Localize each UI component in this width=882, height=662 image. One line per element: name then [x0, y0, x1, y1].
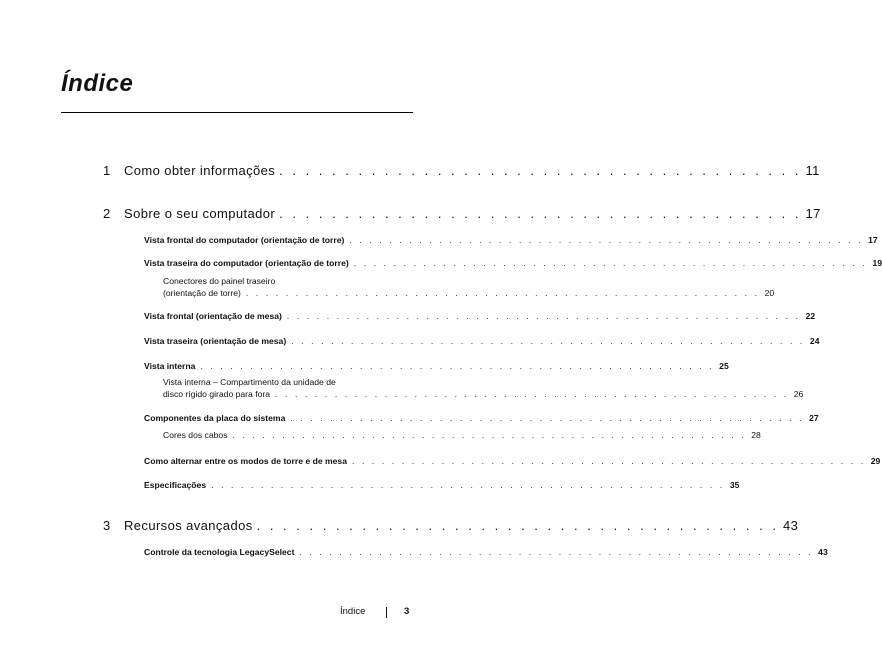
dot-leader: . . . . . . . . . . . . . . . . . . . . . . . . . . . . . . . . . . . . . . . . . . . . . . . . . . . .	[349, 235, 864, 245]
page-ref: 17	[868, 235, 878, 245]
page-ref: 27	[809, 413, 819, 423]
page-ref: 11	[805, 163, 820, 178]
entry-title: Componentes da placa do sistema	[144, 413, 286, 423]
page-title: Índice	[61, 70, 134, 97]
entry-title: Vista traseira do computador (orientação de torre)	[144, 258, 349, 268]
page-ref: 24	[809, 336, 820, 346]
dot-leader: . . . . . . . . . . . . . . . . . . . . . . . . . . . . . . . . . . . . . . . . . . . . . . . . . . . .	[290, 413, 805, 423]
page-ref: 20	[764, 288, 775, 298]
dot-leader: . . . . . . . . . . . . . . . . . . . . . . . . . . . . . . . . . . . . . . . .	[279, 206, 802, 221]
page-ref: 26	[793, 389, 804, 399]
entry-title-line2: disco rígido girado para fora	[163, 389, 271, 399]
footer-label: Índice	[340, 606, 366, 617]
page-number: 3	[404, 606, 410, 617]
dot-leader: . . . . . . . . . . . . . . . . . . . . . . . . . . . . . . . . . . . . . . . . . . . . . . . . . . . .	[353, 258, 868, 268]
dot-leader: . . . . . . . . . . . . . . . . . . . . . . . . . . . . . . . . . . . . . . . .	[256, 518, 779, 533]
dot-leader: . . . . . . . . . . . . . . . . . . . . . . . . . . . . . . . . . . . . . . . . . . . . . . . . . . . .	[291, 336, 805, 346]
entry-title: Como alternar entre os modos de torre e de mesa	[144, 456, 347, 466]
page-ref: 29	[870, 456, 881, 466]
page-ref: 43	[818, 547, 828, 557]
page-ref: 22	[805, 311, 816, 321]
dot-leader: . . . . . . . . . . . . . . . . . . . . . . . . . . . . . . . . . . . . . . . . . . . . . . . . . . . .	[245, 288, 760, 298]
dot-leader: . . . . . . . . . . . . . . . . . . . . . . . . . . . . . . . . . . . . . . . . . . . . . . . . . . . .	[299, 547, 814, 557]
entry-title: Vista traseira (orientação de mesa)	[144, 336, 287, 346]
dot-leader: . . . . . . . . . . . . . . . . . . . . . . . . . . . . . . . . . . . . . . . . . . . . . . . . . . . .	[275, 389, 789, 399]
dot-leader: . . . . . . . . . . . . . . . . . . . . . . . . . . . . . . . . . . . . . . . .	[279, 163, 802, 178]
dot-leader: . . . . . . . . . . . . . . . . . . . . . . . . . . . . . . . . . . . . . . . . . . . . . . . . . . . .	[286, 311, 801, 321]
page-ref: 25	[719, 361, 729, 371]
chapter-number: 3	[103, 518, 111, 533]
dot-leader: . . . . . . . . . . . . . . . . . . . . . . . . . . . . . . . . . . . . . . . . . . . . . . . . . . . .	[232, 430, 747, 440]
entry-title: Vista interna	[144, 361, 196, 371]
page-ref: 17	[805, 206, 821, 221]
entry-title: Controle da tecnologia LegacySelect	[144, 547, 295, 557]
entry-title: Cores dos cabos	[163, 430, 228, 440]
page-ref: 43	[782, 518, 799, 533]
chapter-title: Como obter informações	[124, 163, 276, 178]
entry-title-line1: Conectores do painel traseiro	[163, 276, 276, 286]
chapter-title: Recursos avançados	[124, 518, 253, 533]
entry-title: Especificações	[144, 480, 207, 490]
title-rule	[61, 112, 413, 113]
page-ref: 28	[751, 430, 761, 440]
dot-leader: . . . . . . . . . . . . . . . . . . . . . . . . . . . . . . . . . . . . . . . . . . . . . . . . . . . .	[351, 456, 866, 466]
chapter-number: 1	[103, 163, 111, 178]
footer-separator	[386, 607, 387, 618]
chapter-title: Sobre o seu computador	[124, 206, 276, 221]
entry-title: Vista frontal do computador (orientação de torre)	[144, 235, 345, 245]
entry-title-line2: (orientação de torre)	[163, 288, 241, 298]
dot-leader: . . . . . . . . . . . . . . . . . . . . . . . . . . . . . . . . . . . . . . . . . . . . . . . . . . . .	[211, 480, 725, 490]
dot-leader: . . . . . . . . . . . . . . . . . . . . . . . . . . . . . . . . . . . . . . . . . . . . . . . . . . . .	[200, 361, 715, 371]
entry-title-line1: Vista interna – Compartimento da unidade de	[163, 377, 336, 387]
chapter-number: 2	[103, 206, 111, 221]
page-ref: 35	[729, 480, 740, 490]
entry-title: Vista frontal (orientação de mesa)	[144, 311, 282, 321]
page-ref: 19	[872, 258, 882, 268]
